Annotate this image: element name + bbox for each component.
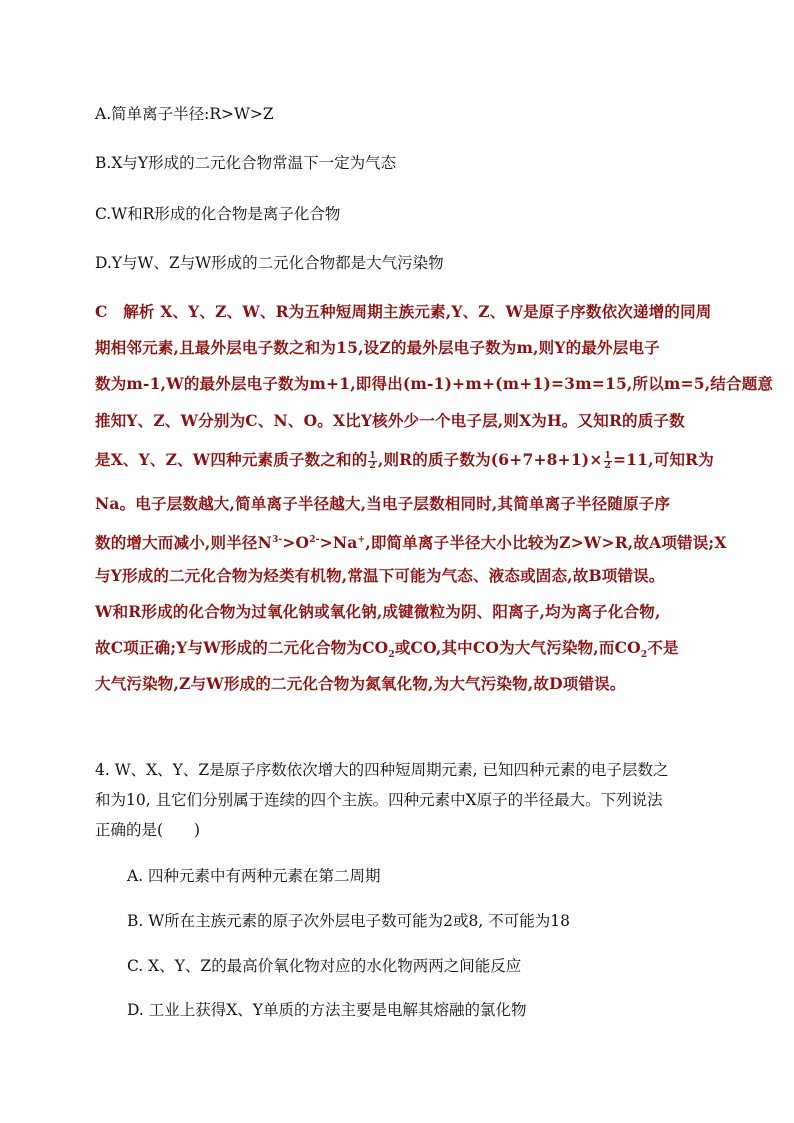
question-4-line-1: 4. W、X、Y、Z是原子序数依次增大的四种短周期元素, 已知四种元素的电子层数之 bbox=[95, 761, 669, 779]
fraction-half bbox=[604, 452, 612, 471]
question-4-option-d: D. 工业上获得X、Y单质的方法主要是电解其熔融的氯化物 bbox=[127, 1001, 527, 1019]
analysis-line-10 bbox=[95, 638, 679, 665]
analysis-line-5-part-c: =11,可知R为 bbox=[613, 450, 714, 469]
analysis-line-5 bbox=[95, 450, 714, 471]
analysis-line-10-part-e: 不是 bbox=[647, 638, 679, 657]
charge-2minus: 2- bbox=[309, 535, 320, 545]
analysis-line-4: 推知Y、Z、W分别为C、N、O。X比Y核外少一个电子层,则X为H。又知R的质子数 bbox=[95, 411, 685, 430]
analysis-line-2: 期相邻元素,且最外层电子数之和为15,设Z的最外层电子数为m,则Y的最外层电子 bbox=[95, 338, 660, 357]
question-4-option-c: C. X、Y、Z的最高价氧化物对应的水化物两两之间能反应 bbox=[127, 957, 522, 975]
question-4-option-b: B. W所在主族元素的原子次外层电子数可能为2或8, 不可能为18 bbox=[127, 912, 570, 930]
analysis-line-10-part-a: 故C项正确;Y与W形成的二元化合物为CO bbox=[95, 638, 389, 657]
subscript-2: 2 bbox=[388, 650, 395, 661]
analysis-line-7-part-a: 数的增大而减小,则半径N bbox=[95, 533, 272, 553]
analysis-line-9: W和R形成的化合物为过氧化钠或氧化钠,成键微粒为阴、阳离子,均为离子化合物, bbox=[95, 602, 661, 621]
question-4-line-3: 正确的是( ) bbox=[95, 821, 201, 839]
prev-option-b: B.X与Y形成的二元化合物常温下一定为气态 bbox=[95, 154, 397, 172]
prev-option-c: C.W和R形成的化合物是离子化合物 bbox=[95, 205, 341, 223]
charge-3minus: 3- bbox=[271, 535, 283, 545]
analysis-line-7-part-g: ,即简单离子半径大小比较为Z>W>R,故A项错误;X bbox=[365, 533, 727, 553]
analysis-line-11: 大气污染物,Z与W形成的二元化合物为氮氧化物,为大气污染物,故D项错误。 bbox=[95, 674, 626, 693]
question-4-line-2: 和为10, 且它们分别属于连续的四个主族。四种元素中X原子的半径最大。下列说法 bbox=[95, 791, 663, 809]
analysis-line-8: 与Y形成的二元化合物为烃类有机物,常温下可能为气态、液态或固态,故B项错误。 bbox=[95, 566, 665, 585]
analysis-line-7-part-c: >O bbox=[282, 533, 310, 553]
analysis-line-1: C 解析 X、Y、Z、W、R为五种短周期主族元素,Y、Z、W是原子序数依次递增的同周 bbox=[95, 302, 712, 321]
analysis-line-7-part-e: >Na bbox=[319, 533, 358, 553]
prev-option-d: D.Y与W、Z与W形成的二元化合物都是大气污染物 bbox=[95, 254, 444, 272]
analysis-line-3: 数为m-1,W的最外层电子数为m+1,即得出(m-1)+m+(m+1)=3m=15,所以m=5,结合题意 bbox=[95, 374, 774, 393]
fraction-numerator: 1 bbox=[369, 450, 376, 461]
prev-option-a: A.简单离子半径:R>W>Z bbox=[95, 105, 274, 123]
analysis-line-5-part-b: ,则R的质子数为(6+7+8+1)× bbox=[377, 450, 603, 469]
fraction-numerator: 1 bbox=[604, 450, 611, 461]
fraction-denominator: 2 bbox=[369, 460, 376, 471]
question-4-option-a: A. 四种元素中有两种元素在第二周期 bbox=[127, 867, 381, 885]
analysis-line-7 bbox=[95, 530, 727, 553]
analysis-line-6: Na。电子层数越大,简单离子半径越大,当电子层数相同时,其简单离子半径随原子序 bbox=[95, 494, 671, 513]
fraction-half bbox=[368, 452, 376, 471]
subscript-2: 2 bbox=[640, 650, 648, 661]
charge-plus: + bbox=[357, 535, 366, 545]
analysis-line-10-part-c: 或CO,其中CO为大气污染物,而CO bbox=[394, 638, 641, 657]
fraction-denominator: 2 bbox=[604, 460, 611, 471]
analysis-line-5-part-a: 是X、Y、Z、W四种元素质子数之和的 bbox=[95, 450, 368, 469]
